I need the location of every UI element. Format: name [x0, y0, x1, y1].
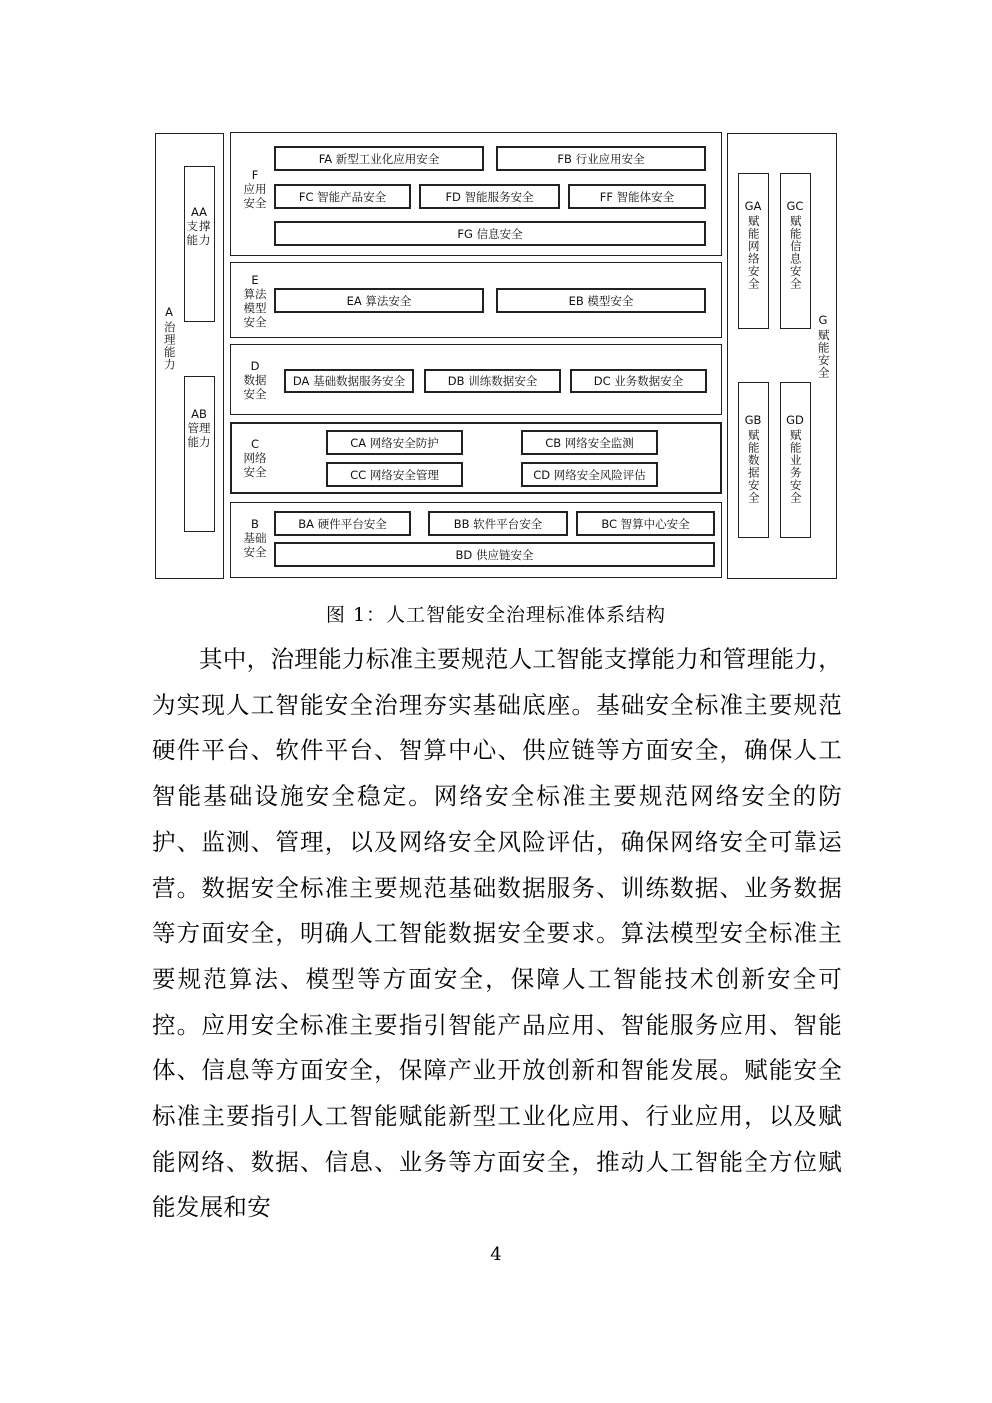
item-da: DA 基础数据服务安全: [284, 369, 414, 393]
gd-letter: GD: [786, 413, 804, 427]
gb-data-empowerment: [738, 382, 769, 538]
group-d-letter: D: [250, 359, 260, 373]
gc-information-empowerment: [780, 173, 811, 329]
group-d-label: [237, 359, 273, 401]
page-number: 4: [490, 1244, 502, 1265]
aa-name: 支撑能力: [186, 219, 212, 247]
item-fg: FG 信息安全: [274, 221, 706, 246]
gd-business-empowerment: [780, 382, 811, 538]
body-paragraph: 其中，治理能力标准主要规范人工智能支撑能力和管理能力，为实现人工智能安全治理夯实基础底座。基础安全标准主要规范硬件平台、软件平台、智算中心、供应链等方面安全，确保人工智能基础设施安全稳定。网络安全标准主要规范网络安全的防护、监测、管理，以及网络安全风险评估，确保网络安全可靠运营。数据安全标准主要规范基础数据服务、训练数据、业务数据等方面安全，明确人工智能数据安全要求。算法模型安全标准主要规范算法、模型等方面安全，保障人工智能技术创新安全可控。应用安全标准主要指引智能产品应用、智能服务应用、智能体、信息等方面安全，保障产业开放创新和智能发展。赋能安全标准主要指引人工智能赋能新型工业化应用、行业应用，以及赋能网络、数据、信息、业务等方面安全，推动人工智能全方位赋能发展和安: [152, 645, 842, 1222]
group-e-label: [237, 273, 273, 329]
group-c-name-line2: 安全: [243, 465, 267, 479]
group-g-label: [813, 313, 833, 379]
group-g-letter: G: [818, 313, 828, 327]
group-c-name-line1: 网络: [243, 451, 267, 465]
group-e-letter: E: [251, 273, 259, 287]
item-fb: FB 行业应用安全: [496, 146, 706, 171]
aa-letter: AA: [190, 205, 208, 219]
figure-caption: 图 1：人工智能安全治理标准体系结构: [325, 604, 667, 626]
item-fa: FA 新型工业化应用安全: [274, 146, 484, 171]
item-bd: BD 供应链安全: [274, 542, 715, 567]
item-cd: CD 网络安全风险评估: [521, 462, 658, 487]
gc-letter: GC: [786, 199, 804, 213]
item-db: DB 训练数据安全: [424, 369, 561, 393]
item-ea: EA 算法安全: [274, 288, 484, 313]
item-bc: BC 智算中心安全: [576, 511, 715, 536]
item-ba: BA 硬件平台安全: [274, 511, 411, 536]
group-f-name-line1: 应用: [243, 182, 267, 196]
group-b-letter: B: [251, 517, 259, 531]
item-dc: DC 业务数据安全: [570, 369, 707, 393]
ab-name: 管理能力: [187, 421, 211, 449]
group-f-name-line2: 安全: [243, 196, 267, 210]
body-paragraph-container: [152, 637, 842, 1231]
group-a-name: 治理能力: [162, 321, 177, 371]
gb-name: 赋能数据安全: [746, 429, 761, 504]
group-b-label: [237, 517, 273, 559]
group-e-name-line1: 算法: [243, 287, 267, 301]
group-e-name-line2: 模型: [243, 301, 267, 315]
item-ca: CA 网络安全防护: [326, 430, 463, 455]
item-cb: CB 网络安全监测: [521, 430, 658, 455]
group-c-letter: C: [250, 437, 260, 451]
group-a-label: [159, 305, 179, 371]
item-fd: FD 智能服务安全: [419, 184, 560, 209]
ab-letter: AB: [191, 407, 207, 421]
group-a-letter: A: [165, 305, 173, 319]
group-f-letter: F: [251, 168, 259, 182]
group-b-name-line2: 安全: [243, 545, 267, 559]
ga-letter: GA: [744, 199, 762, 213]
item-cc: CC 网络安全管理: [326, 462, 463, 487]
standards-diagram: [0, 0, 992, 600]
item-bb: BB 软件平台安全: [428, 511, 568, 536]
group-d-name-line2: 安全: [243, 387, 267, 401]
group-c-label: [237, 437, 273, 479]
item-eb: EB 模型安全: [496, 288, 706, 313]
aa-support-capability: [184, 166, 215, 322]
item-fc: FC 智能产品安全: [274, 184, 411, 209]
gc-name: 赋能信息安全: [788, 215, 803, 290]
item-ff: FF 智能体安全: [568, 184, 706, 209]
group-g-name: 赋能安全: [816, 329, 831, 379]
gb-letter: GB: [744, 413, 762, 427]
ga-name: 赋能网络安全: [746, 215, 761, 290]
gd-name: 赋能业务安全: [788, 429, 803, 504]
ga-network-empowerment: [738, 173, 769, 329]
group-e-name-line3: 安全: [243, 315, 267, 329]
group-d-name-line1: 数据: [243, 373, 267, 387]
group-f-label: [237, 168, 273, 210]
ab-management-capability: [184, 376, 215, 532]
group-b-name-line1: 基础: [243, 531, 267, 545]
